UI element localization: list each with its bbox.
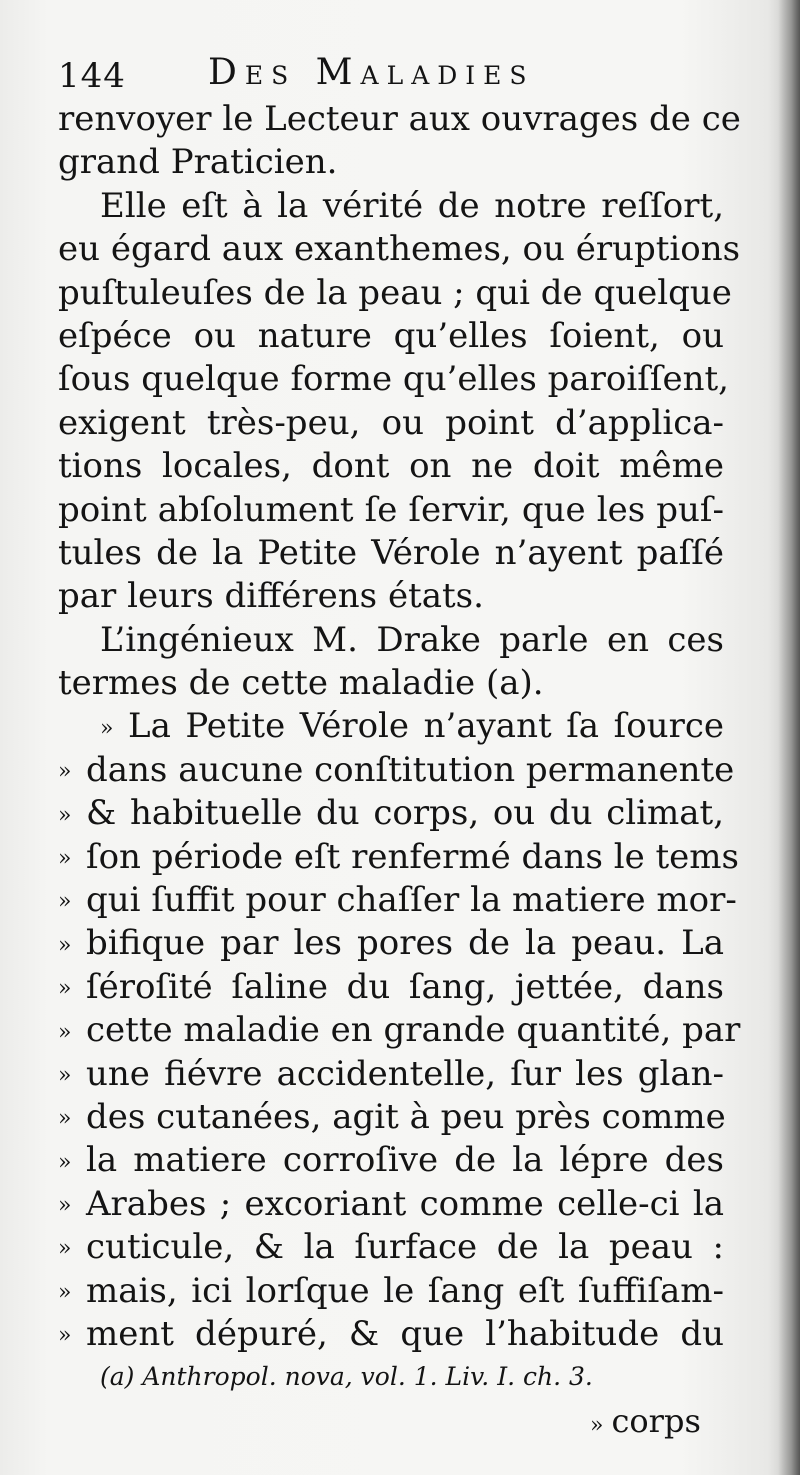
quote-line	[58, 879, 737, 922]
quote-mark: »	[100, 715, 114, 741]
text-line: exigent très-peu, ou point d’applica-	[58, 402, 724, 443]
quote-mark: »	[58, 1323, 72, 1349]
quote-mark: »	[58, 759, 72, 785]
quote-text: ſon période eſt renfermé dans le tems	[86, 836, 739, 877]
quote-line	[58, 922, 724, 965]
quote-line	[58, 1096, 724, 1139]
page-number: 144	[58, 56, 126, 96]
quote-line	[58, 836, 739, 879]
quote-mark: »	[58, 932, 72, 958]
text-line: tules de la Petite Vérole n’ayent paſſé	[58, 532, 724, 573]
quote-line	[58, 705, 724, 748]
quote-text: mais, ici lorſque le ſang eſt ſuffiſam-	[86, 1270, 724, 1311]
quote-mark: »	[58, 889, 72, 915]
quote-line	[58, 966, 724, 1009]
text-line: ſous quelque forme qu’elles paroiſſent,	[58, 359, 729, 400]
quote-mark: »	[58, 1193, 72, 1219]
quote-text: La Petite Vérole n’ayant ſa ſource	[128, 706, 724, 747]
quote-text: qui ſuffit pour chaſſer la matiere mor-	[86, 880, 737, 921]
quote-mark: »	[58, 1279, 72, 1305]
text-line: tions locales, dont on ne doit même	[58, 446, 724, 487]
quote-text: & habituelle du corps, ou du climat,	[86, 793, 724, 834]
text-line: termes de cette maladie (a).	[58, 663, 544, 704]
quote-line	[58, 1270, 724, 1313]
text-line: renvoyer le Lecteur aux ouvrages de ce	[58, 99, 741, 139]
quote-text: des cutanées, agit à peu près comme	[86, 1096, 726, 1137]
quote-line	[58, 1226, 724, 1269]
body-text	[58, 98, 741, 1356]
page-edge-shadow	[778, 0, 800, 1475]
quote-text: ſéroſité ſaline du ſang, jettée, dans	[86, 966, 724, 1007]
text-line: point abſolument ſe ſervir, que les puſ-	[58, 489, 724, 530]
quote-text: la matiere corroſive de la lépre des	[86, 1140, 724, 1181]
page-header	[58, 52, 738, 96]
quote-text: Arabes ; excoriant comme celle-ci la	[86, 1183, 724, 1224]
quote-mark: »	[58, 1062, 72, 1088]
quote-line	[58, 1183, 724, 1226]
quote-text: cuticule, & la ſurface de la peau :	[86, 1227, 724, 1268]
text-line: puſtuleuſes de la peau ; qui de quelque	[58, 272, 732, 313]
quote-text: ment dépuré, & que l’habitude du	[86, 1313, 724, 1354]
quote-mark: »	[58, 976, 72, 1002]
quote-mark: »	[590, 1413, 604, 1438]
text-line: par leurs différens états.	[58, 576, 484, 617]
quote-text: dans aucune conſtitution permanente	[86, 749, 735, 790]
text-line: Elle eſt à la vérité de notre reſſort,	[100, 185, 724, 226]
quote-line	[58, 1313, 724, 1356]
quote-text: une fiévre accidentelle, ſur les glan-	[86, 1053, 724, 1094]
quote-line	[58, 1053, 724, 1096]
text-line: grand Praticien.	[58, 142, 338, 183]
text-line: eu égard aux exanthemes, ou éruptions	[58, 229, 741, 270]
text-line: eſpéce ou nature qu’elles ſoient, ou	[58, 315, 724, 356]
text-line: L’ingénieux M. Drake parle en ces	[100, 619, 724, 660]
running-title: Des Maladies	[208, 52, 535, 93]
quote-line	[58, 1009, 741, 1052]
quote-mark: »	[58, 1236, 72, 1262]
quote-line	[58, 1139, 724, 1182]
quote-mark: »	[58, 845, 72, 871]
catchword-text: corps	[611, 1402, 701, 1440]
quote-mark: »	[58, 802, 72, 828]
quote-line	[58, 792, 724, 835]
catchword	[590, 1402, 701, 1440]
quote-mark: »	[58, 1019, 72, 1045]
quote-mark: »	[58, 1149, 72, 1175]
quote-text: bifique par les pores de la peau. La	[86, 923, 724, 964]
quote-mark: »	[58, 1106, 72, 1132]
footnote: (a) Anthropol. nova, vol. 1. Liv. I. ch. 3.	[100, 1362, 593, 1391]
quote-text: cette maladie en grande quantité, par	[86, 1010, 741, 1051]
quote-line	[58, 749, 735, 792]
